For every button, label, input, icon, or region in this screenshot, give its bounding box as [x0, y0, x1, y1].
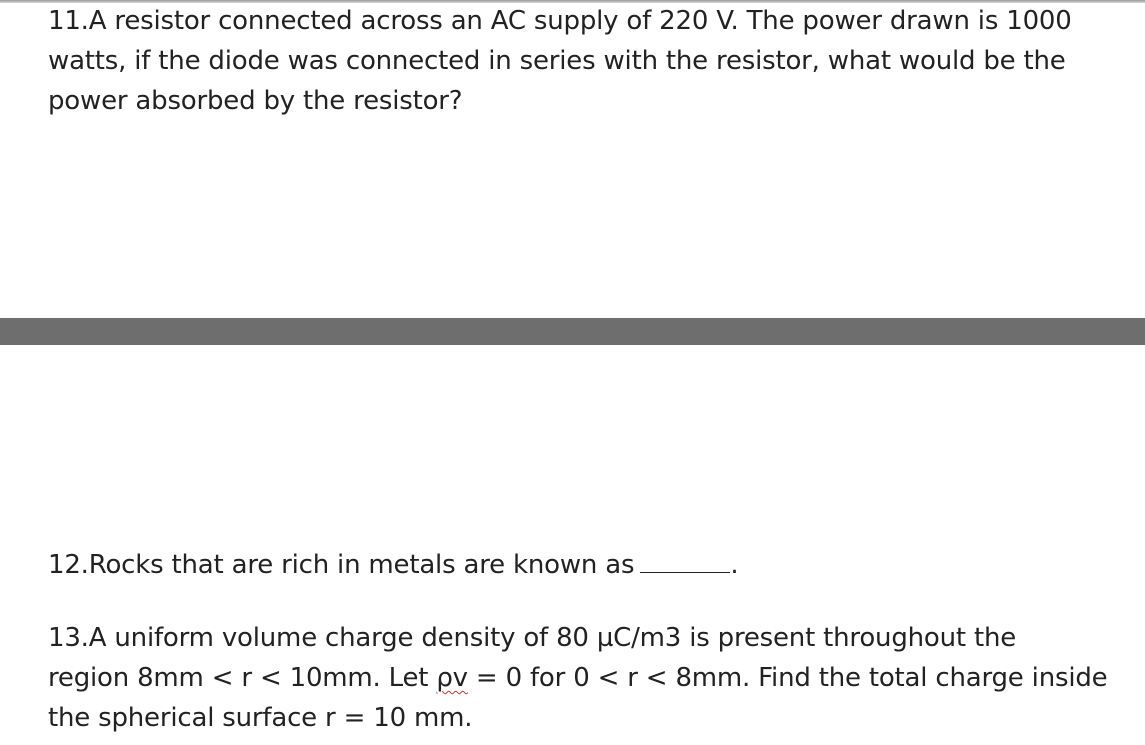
question-13 [48, 618, 1107, 738]
question-11-line-3: power absorbed by the resistor? [48, 86, 463, 116]
question-12-period: . [730, 550, 739, 580]
question-13-line-2-start: region 8mm < r < 10mm. Let [48, 663, 437, 693]
question-12-text: 12.Rocks that are rich in metals are known as [48, 550, 635, 580]
section-divider [0, 318, 1145, 345]
question-13-line-3: the spherical surface r = 10 mm. [48, 703, 473, 733]
question-11-line-2: watts, if the diode was connected in series with the resistor, what would be the [48, 46, 1066, 76]
question-13-line-2 [48, 658, 1107, 698]
question-12 [48, 545, 738, 585]
question-11 [48, 1, 1072, 121]
question-11-line-1: 11.A resistor connected across an AC supply of 220 V. The power drawn is 1000 [48, 6, 1072, 36]
spellcheck-flagged-word: ρv [436, 663, 468, 693]
question-13-line-1: 13.A uniform volume charge density of 80 µC/m3 is present throughout the [48, 623, 1017, 653]
question-13-line-2-end: = 0 for 0 < r < 8mm. Find the total charge inside [467, 663, 1108, 693]
answer-blank [640, 546, 730, 573]
